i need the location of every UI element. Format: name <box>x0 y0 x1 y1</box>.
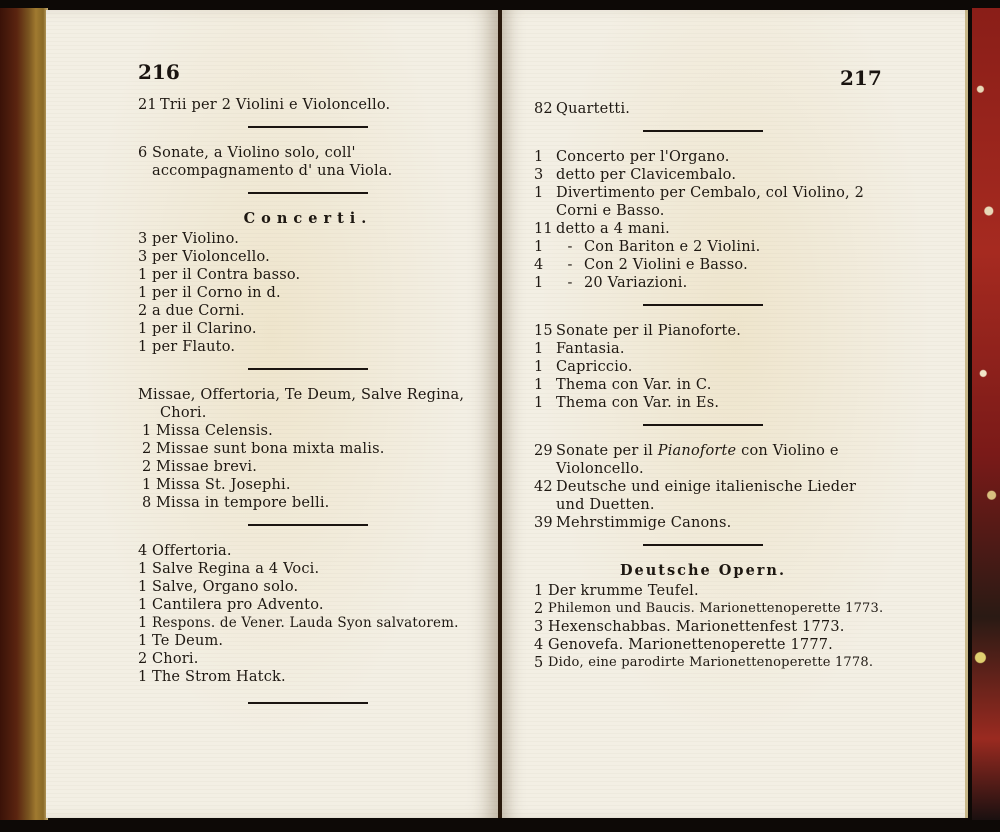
dash: - <box>567 257 573 273</box>
list-item <box>138 476 478 494</box>
item-count: 29 <box>534 443 553 459</box>
item-text: Philemon und Baucis. Marionettenoperette 1773. <box>548 601 884 616</box>
item-count: 1 <box>142 423 152 439</box>
item-count: 4 <box>138 543 148 559</box>
item-count: 1 <box>534 149 544 165</box>
item-count: 1 <box>534 377 544 393</box>
list-item <box>138 614 478 632</box>
section-heading-deutsche-opern: Deutsche Opern. <box>619 562 787 579</box>
item-text: Thema con Var. in C. <box>556 377 712 393</box>
section-divider <box>643 544 763 546</box>
list-item <box>534 256 872 274</box>
item-text: Respons. de Vener. Lauda Syon salvatorem. <box>152 615 459 631</box>
item-count: 1 <box>138 633 148 649</box>
item-text: per il Contra basso. <box>152 267 301 283</box>
list-item <box>138 248 478 266</box>
marbled-edge-right <box>972 8 1000 820</box>
item-count: 1 <box>534 185 544 201</box>
list-item <box>534 238 872 256</box>
item-text: Cantilera pro Advento. <box>152 597 324 613</box>
list-item <box>138 338 478 356</box>
item-count: 15 <box>534 323 553 339</box>
right-page-content <box>534 100 884 672</box>
item-text: Mehrstimmige Canons. <box>556 515 732 531</box>
item-text: Sonate, a Violino solo, coll' accompagnamento d' una Viola. <box>152 145 393 179</box>
section-divider <box>248 524 368 526</box>
item-text: a due Corni. <box>152 303 245 319</box>
item-text: detto a 4 mani. <box>556 221 670 237</box>
item-text: Der krumme Teufel. <box>548 583 699 599</box>
list-item <box>534 100 872 118</box>
item-text: Quartetti. <box>556 101 631 117</box>
item-text: Divertimento per Cembalo, col Violino, 2 Corni e Basso. <box>556 185 865 219</box>
item-text: Deutsche und einige italienische Lieder und Duetten. <box>556 479 857 513</box>
item-text: 20 Variazioni. <box>584 275 688 291</box>
item-text <box>556 442 872 478</box>
item-text: Missa St. Josephi. <box>156 477 291 493</box>
item-text: per il Clarino. <box>152 321 257 337</box>
text-part: Sonate per il <box>556 443 658 459</box>
list-item <box>138 440 478 458</box>
list-item <box>138 650 478 668</box>
item-count: 6 <box>138 145 148 161</box>
item-text: Offertoria. <box>152 543 232 559</box>
dash: - <box>567 239 573 255</box>
dash: - <box>567 275 573 291</box>
item-text: Salve Regina a 4 Voci. <box>152 561 320 577</box>
page-number-left: 216 <box>138 60 180 84</box>
item-count: 39 <box>534 515 553 531</box>
list-item <box>534 442 872 478</box>
list-item <box>534 322 872 340</box>
item-count: 21 <box>138 97 157 113</box>
list-item <box>534 618 872 636</box>
item-text: Concerto per l'Organo. <box>556 149 730 165</box>
list-item <box>138 422 478 440</box>
section-divider <box>643 130 763 132</box>
item-count: 2 <box>138 651 148 667</box>
list-item <box>534 148 872 166</box>
item-text: Hexenschabbas. Marionettenfest 1773. <box>548 619 845 635</box>
section-divider <box>248 368 368 370</box>
item-count: 1 <box>534 583 544 599</box>
list-item <box>534 376 872 394</box>
list-item <box>138 542 478 560</box>
text-part: con Violino e Violoncello. <box>556 443 839 477</box>
item-count: 1 <box>534 359 544 375</box>
item-text: Trii per 2 Violini e Violoncello. <box>160 97 391 113</box>
item-text: Fantasia. <box>556 341 625 357</box>
item-text: per il Corno in d. <box>152 285 281 301</box>
item-text: Con 2 Violini e Basso. <box>584 257 748 273</box>
list-item <box>534 600 884 618</box>
item-count: 2 <box>142 459 152 475</box>
item-count: 2 <box>138 303 148 319</box>
list-item <box>138 144 478 180</box>
list-item <box>534 274 872 292</box>
item-count: 1 <box>534 341 544 357</box>
list-item <box>534 340 872 358</box>
section-divider <box>643 304 763 306</box>
item-count: 1 <box>138 267 148 283</box>
list-item <box>138 596 478 614</box>
item-text: Dido, eine parodirte Marionettenoperette 1778. <box>548 655 874 670</box>
item-count: 1 <box>138 339 148 355</box>
list-item <box>534 478 872 514</box>
item-count: 4 <box>534 257 544 273</box>
section-divider <box>248 126 368 128</box>
list-item <box>534 394 872 412</box>
item-count: 1 <box>534 275 544 291</box>
item-text: Missae sunt bona mixta malis. <box>156 441 385 457</box>
list-item <box>138 96 478 114</box>
item-count: 82 <box>534 101 553 117</box>
item-count: 1 <box>138 561 148 577</box>
item-text: Chori. <box>152 651 199 667</box>
list-item <box>138 320 478 338</box>
list-item <box>138 230 478 248</box>
item-text: Missae brevi. <box>156 459 258 475</box>
item-count: 3 <box>534 167 544 183</box>
list-item <box>534 220 872 238</box>
item-text: per Violoncello. <box>152 249 270 265</box>
item-text: Genovefa. Marionettenoperette 1777. <box>548 637 833 653</box>
item-text: Thema con Var. in Es. <box>556 395 720 411</box>
list-item <box>534 636 872 654</box>
left-page-content <box>138 96 478 720</box>
item-text: Con Bariton e 2 Violini. <box>584 239 761 255</box>
item-count: 3 <box>534 619 544 635</box>
item-count: 1 <box>138 285 148 301</box>
list-item <box>534 514 872 532</box>
item-text: detto per Clavicembalo. <box>556 167 737 183</box>
item-text: Missa in tempore belli. <box>156 495 330 511</box>
list-item <box>138 578 478 596</box>
list-item <box>138 302 478 320</box>
item-count: 1 <box>138 321 148 337</box>
item-count: 11 <box>534 221 553 237</box>
item-text: Te Deum. <box>152 633 224 649</box>
item-count: 4 <box>534 637 544 653</box>
item-text: per Flauto. <box>152 339 236 355</box>
item-count: 1 <box>138 597 148 613</box>
item-text: Salve, Organo solo. <box>152 579 299 595</box>
list-item <box>534 582 872 600</box>
list-item <box>138 632 478 650</box>
list-item <box>138 266 478 284</box>
missae-intro: Missae, Offertoria, Te Deum, Salve Regina, Chori. <box>138 387 465 421</box>
list-item <box>534 654 872 672</box>
item-text: Missa Celensis. <box>156 423 273 439</box>
section-divider <box>643 424 763 426</box>
list-item <box>138 560 478 578</box>
page-number-right: 217 <box>840 66 882 90</box>
item-count: 1 <box>138 669 148 685</box>
list-item <box>138 284 478 302</box>
item-count: 1 <box>534 395 544 411</box>
item-count: 1 <box>138 615 148 631</box>
list-item <box>534 358 872 376</box>
item-text: Capriccio. <box>556 359 633 375</box>
section-divider <box>248 702 368 704</box>
item-text: per Violino. <box>152 231 240 247</box>
item-count: 8 <box>142 495 152 511</box>
item-count: 42 <box>534 479 553 495</box>
book-spine-left <box>0 8 48 820</box>
item-text: The Strom Hatck. <box>152 669 286 685</box>
item-count: 3 <box>138 249 148 265</box>
item-count: 2 <box>142 441 152 457</box>
item-count: 1 <box>138 579 148 595</box>
list-item <box>138 458 478 476</box>
list-item <box>138 494 478 512</box>
list-item <box>138 668 478 686</box>
item-count: 3 <box>138 231 148 247</box>
item-count: 5 <box>534 655 544 671</box>
list-item <box>534 184 872 220</box>
item-text: Sonate per il Pianoforte. <box>556 323 742 339</box>
list-item <box>534 166 872 184</box>
item-count: 1 <box>534 239 544 255</box>
section-heading-concerti: Concerti. <box>243 210 373 227</box>
section-divider <box>248 192 368 194</box>
item-count: 1 <box>142 477 152 493</box>
italic-word: Pianoforte <box>657 443 737 459</box>
item-count: 2 <box>534 601 544 617</box>
